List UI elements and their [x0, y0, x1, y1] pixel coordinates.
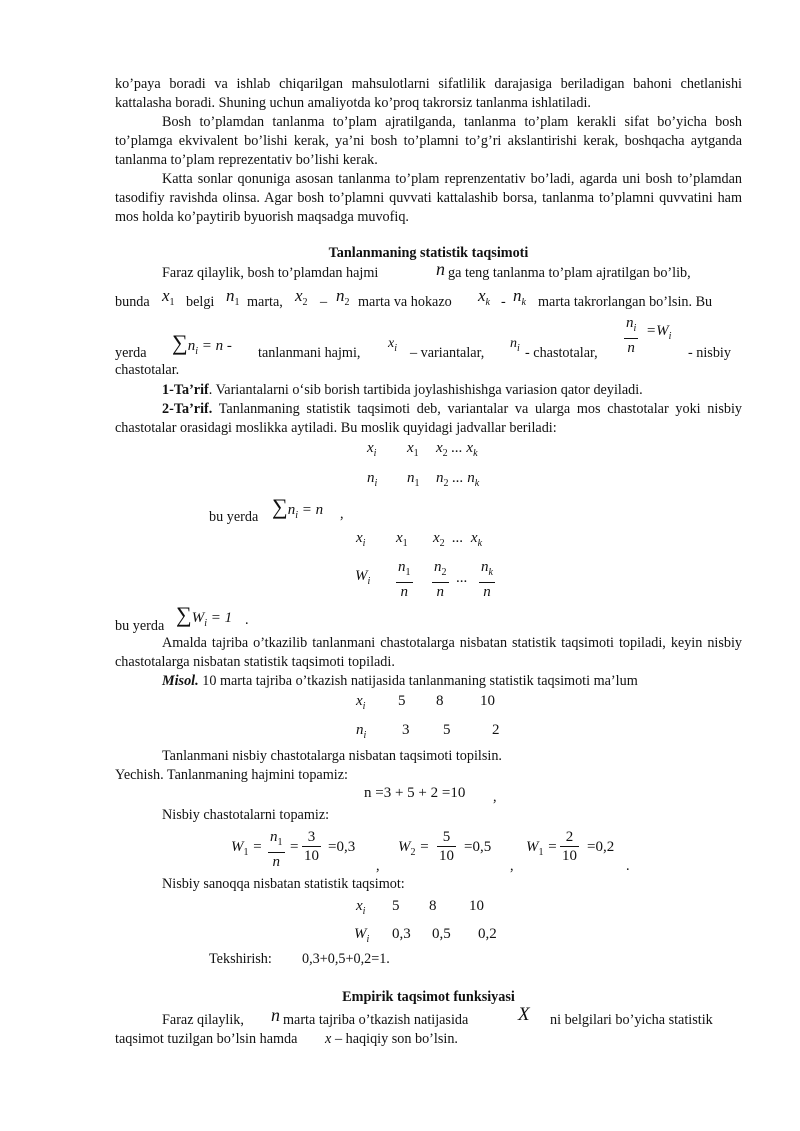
definition-1 — [115, 381, 742, 400]
definition-2-text: Tanlanmaning statistik taqsimoti deb, variantalar va ularga mos chastotalar yoki nisbiy chastotalar orasidagi moslikka aytiladi. Bu moslik quyidagi jadvallar beriladi: — [115, 401, 742, 436]
math-n: n — [436, 259, 445, 279]
bu-yerda-1: bu yerda — [209, 509, 259, 525]
math-n2: $n_2$ — [336, 286, 350, 308]
p4-text-f: – — [320, 294, 328, 310]
p4-text-b: ga teng tanlanma to’plam ajratilgan bo’lib, — [448, 265, 691, 281]
p4-text-d: belgi — [186, 294, 215, 310]
misol — [115, 672, 742, 691]
p4-text-h: - — [501, 294, 506, 310]
math-X: X — [518, 1004, 530, 1025]
p4-text-e: marta, — [247, 294, 283, 310]
misol-text: 10 marta tajriba o’tkazish natijasida tanlanmaning statistik taqsimoti ma’lum — [198, 673, 638, 689]
yechish: Yechish. Tanlanmaning hajmini topamiz: — [115, 767, 348, 783]
definition-1-tag: 1-Ta’rif — [162, 382, 209, 398]
heading-empirik: Empirik taqsimot funksiyasi — [342, 989, 515, 1005]
math-sum-ni: $\sum n_i = n$ - — [172, 330, 232, 357]
tekshirish-value: 0,3+0,5+0,2=1. — [302, 951, 390, 967]
paragraph-2: Bosh to’plamdan tanlanma to’plam ajratilganda, tanlanma to’plam kerakli sifat bo’yicha bosh to’plamga ekvivalent bo’lishi kerak, ya’ni bosh to’plamni to’g’ri akslantirishi kerak, boshqacha aytganda tanlanma to’plam reprezentativ bo’lishi kerak. — [115, 114, 742, 168]
document-page: ko’paya boradi va ishlab chiqarilgan mahsulotlarni sifatlilik darajasiga beriladigan bahoni chetlanishi kattalasha boradi. Shuning uchun amaliyotda ko’proq takrorsiz tanlanma ishlatiladi. Bosh to’plamdan tanlanma to’plam ajratilganda, tanlanma to’plam kerakli sifat bo’yicha bosh to’plamga ekvivalent bo’lishi kerak, ya’ni bosh to’plamni to’g’ri akslantirishi kerak, boshqacha aytganda tanlanma to’plam reprezentativ bo’lishi kerak. Katta sonlar qonuniga asosan tanlanma to’plam reprenzentativ bo’ladi, agarda uni bosh to’plamdan tasodifiy ravishda olinsa. Agar bosh to’plamni quvvati kattalashib borsa, tanlanma to’plamni quvvatini ham mos holda ko’paytirib byuorish maqsadga muvofiq. Tanlanmaning statistik taqsimoti Faraz qilaylik, bosh to’plamdan hajmi n ga teng tanlanma to’plam ajratilgan bo’lib, bunda $x_1$ belgi $n_1$ marta, $x_2$ – $n_2$ marta va hokazo $x_k$ - $n_k$ marta takrorlangan bo’lsin. Bu yerda $\sum n_i = n$ - tanlanmani hajmi, $x_i$ – variantalar, $n_i$ - chastotalar, $\frac{n_i}{n}$ $=W_i$ - nisbiy chastotalar. 1-Ta’rif. Variantalarni o‘sib borish tartibida joylashishishga variasion qator deyiladi. 2-Ta’rif. Tanlanmaning statistik taqsimoti deb, variantalar va ularga mos chastotalar yoki nisbiy chastotalar orasidagi moslikka aytiladi. Bu moslik quyidagi jadvallar beriladi: $x_i$ $x_1$ $x_2$ ... $x_k$ $n_i$ $n_1$ $n_2$ ... $n_k$ bu yerda $\sum n_i = n$ , $x_i$ $x_1$ $x_2$ ... $x_k$ $W_i$ $\frac{n_1}{n}$ $\frac{n_2}{n}$ ... $\frac{n_k}{n}$ bu yerda $\sum W_i = 1$ . Amalda tajriba o’tkazilib tanlanmani chastotalarga nisbatan statistik taqsimoti topiladi, keyin nisbiy chastotalarga nisbatan statistik taqsimoti topiladi. Misol. 10 marta tajriba o’tkazish natijasida tanlanmaning statistik taqsimoti ma’lum $x_i$ 5 8 10 $n_i$ 3 5 2 Tanlanmani nisbiy chastotalarga nisbatan taqsimoti topilsin. Yechish. Tanlanmaning hajmini topamiz: n =3 + 5 + 2 =10 , Nisbiy chastotalarni topamiz: $W_1$ = $\frac{n_1}{n}$ = $\frac{3}{10}$ =0,3 , $W_2$ = $\frac{5}{10}$ =0,5 , $W_1$ = $\frac{2}{10}$ =0,2 . Nisbiy sanoqqa nisbatan statistik taqsimot: $x_i$ 5 8 10 $W_i$ 0,3 0,5 0,2 Tekshirish: 0,3+0,5+0,2=1. Empirik taqsimot funksiyasi Faraz qilaylik, n marta tajriba o’tkazish natijasida X ni belgilari bo’yicha statistik taqsimot tuzilgan bo’lsin hamda x – haqiqiy son bo’lsin. — [115, 76, 742, 1047]
p4-text-g: marta va hokazo — [358, 294, 452, 310]
definition-2 — [115, 400, 742, 438]
math-frac-ni-n: $\frac{n_i}{n}$ — [626, 315, 637, 356]
heading-statistik-taqsimot: Tanlanmaning statistik taqsimoti — [328, 245, 529, 261]
definition-2-tag: 2-Ta’rif. — [162, 401, 213, 417]
p7-text-c: ni belgilari bo’yicha statistik — [550, 1012, 713, 1028]
p4-text-c: bunda — [115, 294, 150, 310]
sanoq-label: Nisbiy sanoqqa nisbatan statistik taqsimot: — [162, 876, 405, 892]
p4-text-l: – variantalar, — [410, 345, 485, 361]
nisbiy-label: Nisbiy chastotalarni topamiz: — [162, 807, 330, 823]
dot-1: . — [245, 612, 249, 628]
p4-text-k: tanlanmani hajmi, — [258, 345, 361, 361]
math-xi: $x_i$ — [388, 336, 397, 354]
p4-text-a: Faraz qilaylik, bosh to’plamdan hajmi — [162, 265, 379, 281]
paragraph-5: Amalda tajriba o’tkazilib tanlanmani chastotalarga nisbatan statistik taqsimoti topiladi, keyin nisbiy chastotalarga nisbatan statistik taqsimoti topiladi. — [115, 635, 742, 670]
p4-text-n: - nisbiy — [688, 345, 731, 361]
definition-1-text: . Variantalarni o‘sib borish tartibida joylashishishga variasion qator deyiladi. — [208, 382, 643, 398]
p4-text-i: marta takrorlangan bo’lsin. Bu — [538, 294, 713, 310]
paragraph-3: Katta sonlar qonuniga asosan tanlanma to’plam reprenzentativ bo’ladi, agarda uni bosh to’plamdan tasodifiy ravishda olinsa. Agar bosh to’plamni quvvati kattalashib borsa, tanlanma to’plamni quvvatini ham mos holda ko’paytirib byuorish maqsadga muvofiq. — [115, 171, 742, 225]
comma-1: , — [340, 506, 344, 522]
tekshirish-label: Tekshirish: — [209, 951, 272, 967]
math-xk: $x_k$ — [478, 286, 490, 308]
math-x1: $x_1$ — [162, 286, 175, 308]
bu-yerda-2: bu yerda — [115, 618, 165, 634]
comma-2: , — [493, 789, 497, 805]
p7-text-a: Faraz qilaylik, — [162, 1012, 244, 1028]
math-n-2: n — [271, 1005, 280, 1025]
math-n1: $n_1$ — [226, 286, 240, 308]
p4-text-o: chastotalar. — [115, 362, 180, 378]
math-wi: $=W_i$ — [646, 323, 672, 342]
p7-text-e: x — [325, 1031, 332, 1047]
math-nk: $n_k$ — [513, 286, 526, 308]
p7-text-f: – haqiqiy son bo’lsin. — [335, 1031, 458, 1047]
math-sum-ni-eq-n: $\sum n_i = n$ — [272, 494, 324, 521]
sum-equation: n =3 + 5 + 2 =10 — [364, 785, 466, 801]
paragraph-1: ko’paya boradi va ishlab chiqarilgan mahsulotlarni sifatlilik darajasiga beriladigan bahoni chetlanishi kattalasha boradi. Shuning uchun amaliyotda ko’proq takrorsiz tanlanma ishlatiladi. — [115, 76, 742, 111]
math-sum-wi: $\sum W_i = 1$ — [176, 602, 233, 629]
math-ni: $n_i$ — [510, 336, 520, 354]
math-x2: $x_2$ — [295, 286, 308, 308]
p4-text-j: yerda — [115, 345, 147, 361]
p7-text-d: taqsimot tuzilgan bo’lsin hamda — [115, 1031, 298, 1047]
p4-text-m: - chastotalar, — [525, 345, 598, 361]
p7-text-b: marta tajriba o’tkazish natijasida — [283, 1012, 469, 1028]
paragraph-6: Tanlanmani nisbiy chastotalarga nisbatan taqsimoti topilsin. — [162, 748, 502, 764]
misol-tag: Misol. — [162, 673, 199, 689]
